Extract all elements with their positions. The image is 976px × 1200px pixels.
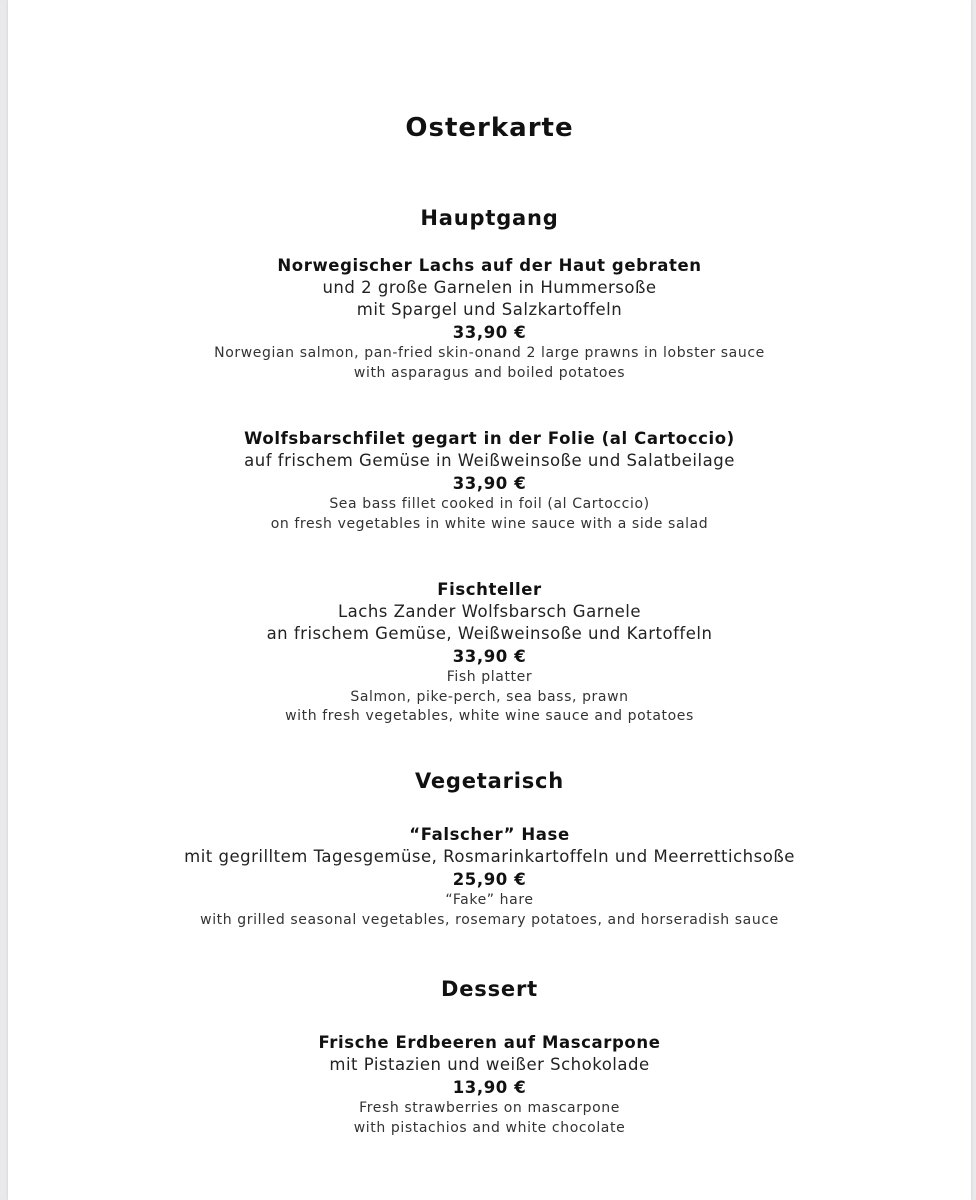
dish-description-en: Salmon, pike-perch, sea bass, prawn (350, 688, 629, 705)
menu-title: Osterkarte (405, 113, 574, 143)
dish-description-en: on fresh vegetables in white wine sauce with a side salad (270, 515, 709, 532)
dish-description-en: with pistachios and white chocolate (353, 1119, 626, 1136)
dish-description-en: Fresh strawberries on mascarpone (359, 1100, 620, 1116)
menu-page (8, 0, 971, 1200)
section-heading-dessert: Dessert (441, 977, 538, 1001)
dish-falscher-hase (8, 824, 971, 930)
dish-frische-erdbeeren (8, 1032, 971, 1138)
dish-price: 33,90 € (452, 647, 527, 666)
dish-description-de: mit Pistazien und weißer Schokolade (329, 1055, 650, 1074)
section-heading-vegetarisch: Vegetarisch (414, 769, 565, 793)
dish-description-en: Fish platter (446, 669, 533, 685)
dish-description-de: und 2 große Garnelen in Hummersoße (322, 278, 657, 297)
dish-price: 33,90 € (452, 474, 527, 493)
dish-norwegischer-lachs (8, 255, 971, 383)
dish-description-en: Sea bass fillet cooked in foil (al Cartoccio) (329, 496, 650, 512)
dish-price: 33,90 € (452, 323, 527, 342)
dish-name: Frische Erdbeeren auf Mascarpone (318, 1033, 661, 1052)
dish-description-en: Norwegian salmon, pan-fried skin-onand 2 large prawns in lobster sauce (214, 345, 765, 361)
dish-description-de: mit Spargel und Salzkartoffeln (356, 300, 623, 319)
dish-description-de: auf frischem Gemüse in Weißweinsoße und Salatbeilage (244, 451, 735, 470)
dish-description-en: “Fake” hare (445, 892, 534, 908)
dish-price: 25,90 € (452, 870, 527, 889)
dish-description-de: mit gegrilltem Tagesgemüse, Rosmarinkartoffeln und Meerrettichsoße (184, 847, 795, 866)
dish-name: “Falscher” Hase (409, 825, 570, 844)
dish-description-en: with grilled seasonal vegetables, rosemary potatoes, and horseradish sauce (200, 911, 779, 928)
dish-price: 13,90 € (452, 1078, 527, 1097)
dish-description-de: an frischem Gemüse, Weißweinsoße und Kartoffeln (266, 624, 713, 643)
dish-name: Fischteller (437, 580, 542, 599)
dish-description-de: Lachs Zander Wolfsbarsch Garnele (337, 602, 642, 621)
section-heading-hauptgang: Hauptgang (420, 206, 559, 230)
dish-wolfsbarschfilet (8, 428, 971, 534)
dish-fischteller (8, 579, 971, 727)
dish-name: Wolfsbarschfilet gegart in der Folie (al Cartoccio) (244, 429, 735, 448)
dish-description-en: with fresh vegetables, white wine sauce and potatoes (285, 708, 694, 724)
dish-description-en: with asparagus and boiled potatoes (353, 364, 626, 381)
dish-name: Norwegischer Lachs auf der Haut gebraten (277, 256, 702, 275)
